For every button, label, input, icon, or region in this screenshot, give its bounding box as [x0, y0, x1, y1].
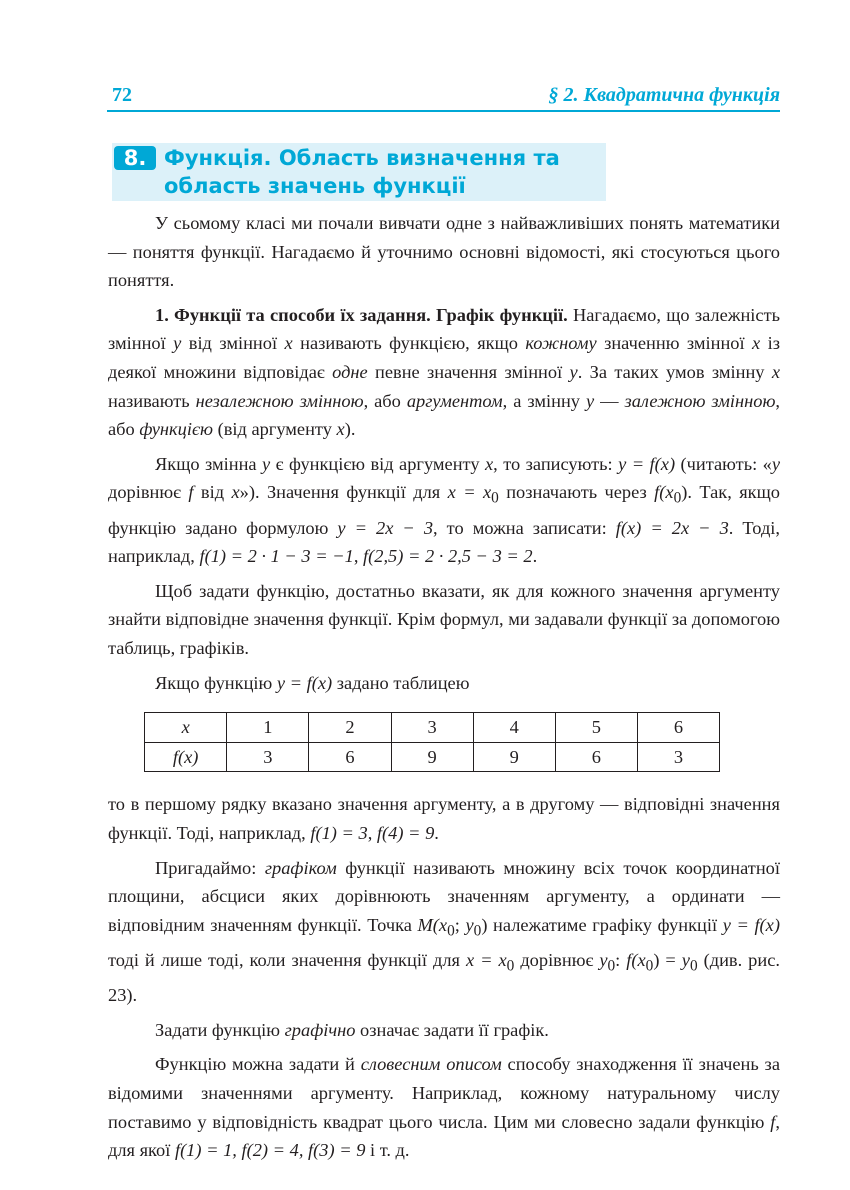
chapter-title-line-2: область значень функції: [164, 174, 466, 198]
table-row-fx: [145, 742, 720, 772]
table-cell: 9: [473, 742, 555, 772]
table-cell: 3: [227, 742, 309, 772]
chapter-number-badge: 8.: [114, 146, 156, 170]
table-cell: 2: [309, 713, 391, 743]
paragraph-notation: Якщо змінна y є функцією від аргументу x, то записують: y = f(x) (читають: «y дорівнює f від x»). Значення функції для $x = x_0$ позначають через $f(x_0)$. Так, якщо функцію задано формулою y = 2x − 3, то можна записати: f(x) = 2x − 3. Тоді, наприклад, f(1) = 2 · 1 − 3 = −1, f(2,5) = 2 · 2,5 − 3 = 2.: [108, 453, 781, 567]
paragraph-verbal: Функцію можна задати й словесним описом способу знаходження її значень за відомими значеннями аргументу. Наприклад, кожному натуральному числу поставимо у відповідність квадрат цього числа. Цим ми словесно задали функцію f, для якої f(1) = 1, f(2) = 4, f(3) = 9 і т. д.: [108, 1054, 780, 1161]
table-row-x: [145, 713, 720, 743]
header-rule: [107, 110, 780, 112]
subsection-heading: 1. Функції та способи їх задання. Графік функції.: [155, 304, 568, 325]
page-header: [112, 84, 780, 110]
function-table: [144, 712, 720, 772]
paragraph-graphic: Задати функцію графічно означає задати її графік.: [155, 1019, 549, 1040]
paragraph-intro: У сьомому класі ми почали вивчати одне з найважливіших понять математики — поняття функції. Нагадаємо й уточнимо основні відомості, які стосуються цього поняття.: [108, 213, 780, 291]
table-header-fx: f(x): [145, 742, 227, 772]
table-cell: 6: [555, 742, 637, 772]
table-header-x: x: [145, 713, 227, 743]
chapter-title-line-1: Функція. Область визначення та: [164, 146, 560, 170]
table-cell: 3: [637, 742, 719, 772]
body-text: [108, 209, 780, 1165]
paragraph-definition: 1. Функції та способи їх задання. Графік функції. Нагадаємо, що залежність змінної y від змінної x називають функцією, якщо кожному значенню змінної x із деякої множини відповідає одне певне значення змінної y. За таких умов змінну x називають незалежною змінною, або аргументом, а змінну y — залежною змінною, або функцією (від аргументу x).: [108, 304, 781, 440]
page-number: 72: [112, 84, 132, 106]
paragraph-methods: Щоб задати функцію, достатньо вказати, як для кожного значення аргументу знайти відповідне значення функції. Крім формул, ми задавали функції за допомогою таблиць, графіків.: [108, 580, 780, 658]
table-cell: 3: [391, 713, 473, 743]
table-cell: 5: [555, 713, 637, 743]
paragraph-graph-definition: Пригадаймо: графіком функції називають множину всіх точок координатної площини, абсциси яких дорівнюють значенням аргументу, а ординати — відповідним значенням функції. Точка $M(x_0$; $y_0$) належатиме графіку функції y = f(x) тоді й лише тоді, коли значення функції для $x = x_0$ дорівнює $y_0$: $f(x_0) = y_0$ (див. рис. 23).: [108, 857, 780, 1006]
table-cell: 4: [473, 713, 555, 743]
table-cell: 6: [309, 742, 391, 772]
chapter-title-block: [112, 143, 606, 201]
table-cell: 9: [391, 742, 473, 772]
paragraph-table-explain: то в першому рядку вказано значення аргументу, а в другому — відповідні значення функції. Тоді, наприклад, f(1) = 3, f(4) = 9.: [108, 794, 780, 843]
paragraph-table-intro: Якщо функцію y = f(x) задано таблицею: [155, 672, 470, 693]
section-title: § 2. Квадратична функція: [548, 84, 780, 106]
table-cell: 6: [637, 713, 719, 743]
table-cell: 1: [227, 713, 309, 743]
